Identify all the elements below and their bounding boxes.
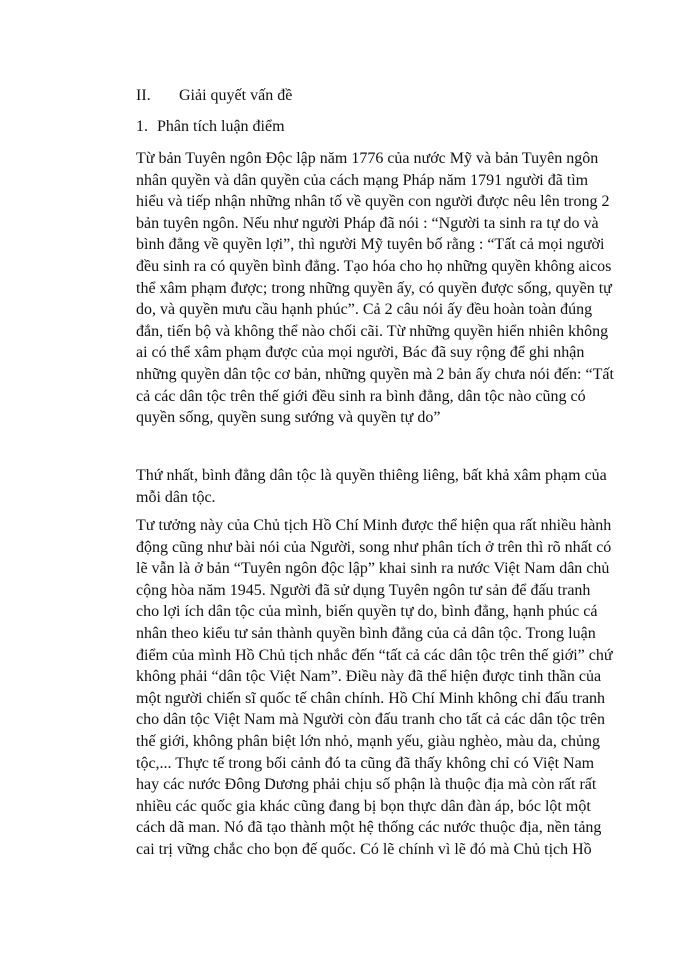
text-line: do, và quyền mưu cầu hạnh phúc”. Cả 2 câu nói ấy đều hoàn toàn đúng	[136, 301, 593, 319]
text-line: ai có thể xâm phạm được của mọi người, Bác đã suy rộng để ghi nhận	[136, 344, 585, 362]
paragraph-first-point	[136, 465, 676, 508]
paragraph-introduction	[136, 148, 676, 429]
text-line: cho dân tộc Việt Nam mà Người còn đấu tranh cho tất cả các dân tộc trên	[136, 711, 606, 729]
text-line: cộng hòa năm 1945. Người đã sử dụng Tuyên ngôn tư sản để đấu tranh	[136, 581, 591, 599]
text-line: nhân theo kiểu tư sản thành quyền bình đẳng của cả dân tộc. Trong luận	[136, 624, 596, 642]
text-line: những quyền dân tộc cơ bản, những quyền mà 2 bản ấy chưa nói đến: “Tất	[136, 365, 614, 383]
text-line: hiểu và tiếp nhận những nhân tố về quyền con người được nêu lên trong 2	[136, 193, 610, 211]
text-line: không phải “dân tộc Việt Nam”. Điều này đã thể hiện được tinh thần của	[136, 668, 602, 686]
text-line: cách dã man. Nó đã tạo thành một hệ thống các nước thuộc địa, nền tảng	[136, 819, 602, 837]
text-line: thể xâm phạm được; trong những quyền ấy, có quyền được sống, quyền tự	[136, 279, 612, 297]
text-line: bản tuyên ngôn. Nếu như người Pháp đã nói : “Người ta sinh ra tự do và	[136, 214, 599, 232]
text-line: thế giới, không phân biệt lớn nhỏ, mạnh yếu, giàu nghèo, màu da, chủng	[136, 732, 600, 750]
text-line: bình đẳng về quyền lợi”, thì người Mỹ tuyên bố rằng : “Tất cả mọi người	[136, 236, 605, 254]
text-line: quyền sống, quyền sung sướng và quyền tự do”	[136, 409, 441, 427]
text-line: một người chiến sĩ quốc tế chân chính. Hồ Chí Minh không chỉ đấu tranh	[136, 689, 606, 707]
text-line: nhiều các quốc gia khác cũng đang bị bọn thực dân đàn áp, bóc lột một	[136, 797, 591, 815]
subsection-title: Phân tích luận điểm	[157, 118, 285, 135]
text-line: cho lợi ích dân tộc của mình, biến quyền tự do, bình đẳng, hạnh phúc cá	[136, 603, 598, 621]
paragraph-analysis	[136, 515, 676, 861]
subsection-heading	[136, 117, 285, 137]
text-line: Từ bản Tuyên ngôn Độc lập năm 1776 của nước Mỹ và bản Tuyên ngôn	[136, 150, 599, 167]
section-heading	[136, 86, 292, 106]
text-line: mỗi dân tộc.	[136, 488, 216, 506]
section-title: Giải quyết vấn đề	[179, 87, 293, 104]
section-number: II.	[136, 87, 151, 104]
text-line: động cũng như bài nói của Người, song như phân tích ở trên thì rõ nhất có	[136, 538, 612, 556]
text-line: đều sinh ra có quyền bình đẳng. Tạo hóa cho họ những quyền không aicos	[136, 257, 612, 275]
text-line: đắn, tiến bộ và không thể nào chối cãi. Từ những quyền hiển nhiên không	[136, 322, 609, 340]
text-line: Tư tưởng này của Chủ tịch Hồ Chí Minh được thể hiện qua rất nhiều hành	[136, 517, 612, 534]
text-line: tộc,... Thực tế trong bối cảnh đó ta cũng đã thấy không chỉ có Việt Nam	[136, 754, 595, 772]
text-line: hay các nước Đông Dương phải chịu số phận là thuộc địa mà còn rất rất	[136, 776, 597, 794]
text-line: nhân quyền và dân quyền của cách mạng Pháp năm 1791 người đã tìm	[136, 171, 589, 189]
text-line: lẽ vẫn là ở bản “Tuyên ngôn độc lập” khai sinh ra nước Việt Nam dân chủ	[136, 560, 610, 578]
text-line: điểm của mình Hồ Chủ tịch nhắc đến “tất cả các dân tộc trên thế giới” chứ	[136, 646, 613, 664]
subsection-number: 1.	[136, 118, 148, 135]
text-line: Thứ nhất, bình đẳng dân tộc là quyền thiêng liêng, bất khả xâm phạm của	[136, 467, 607, 484]
text-line: cả các dân tộc trên thế giới đều sinh ra bình đẳng, dân tộc nào cũng có	[136, 387, 586, 405]
text-line: cai trị vững chắc cho bọn đế quốc. Có lẽ chính vì lẽ đó mà Chủ tịch Hồ	[136, 840, 592, 858]
